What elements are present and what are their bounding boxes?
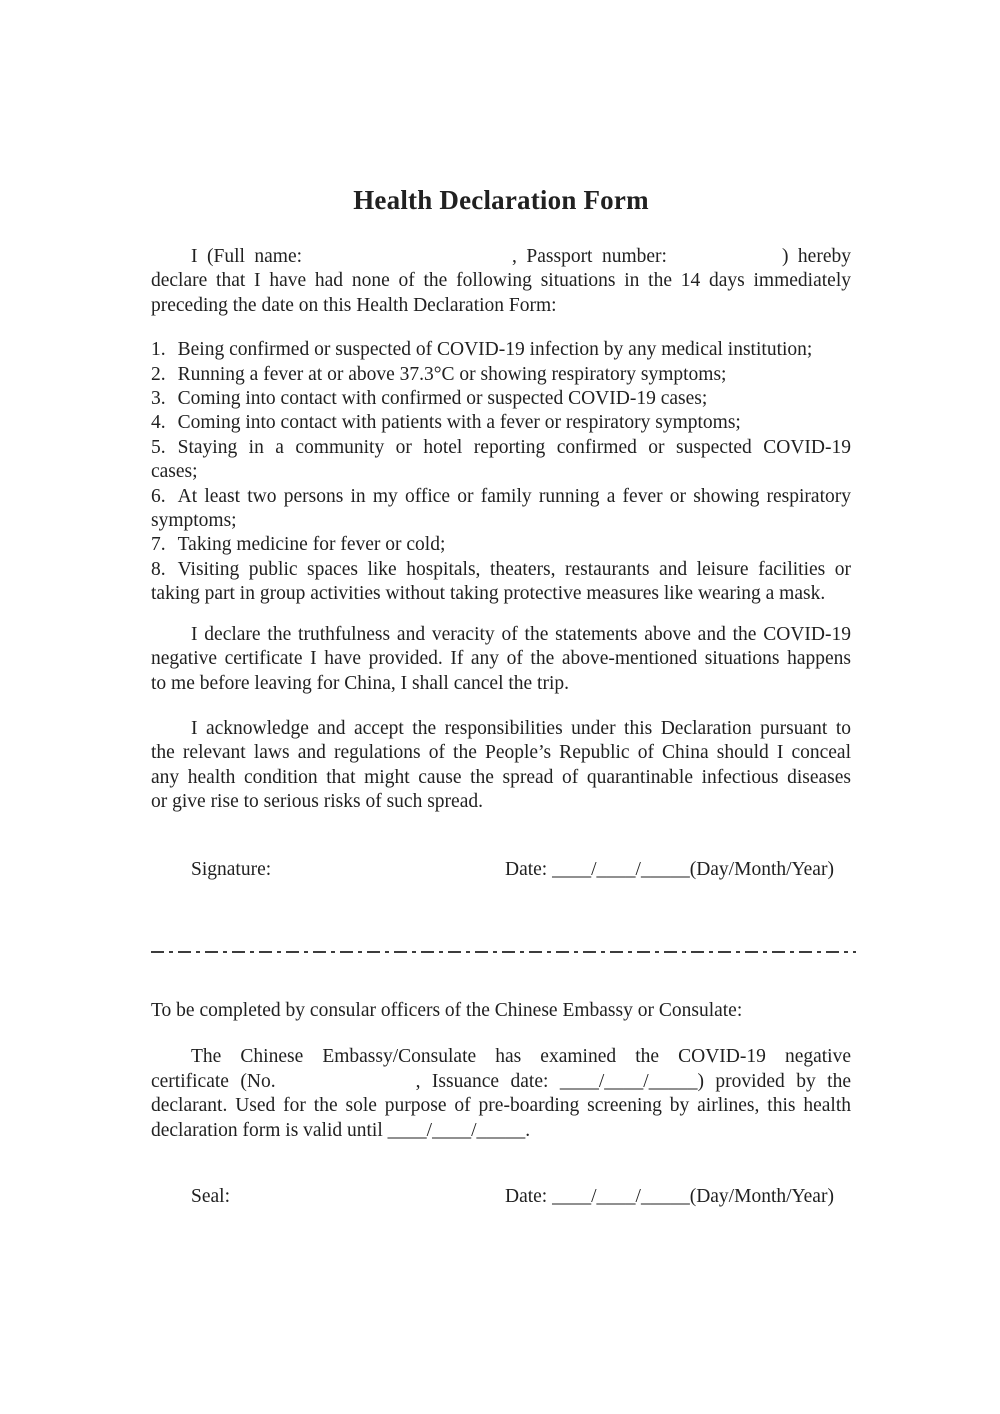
declaration-paragraph-1: I declare the truthfulness and veracity of the statements above and the COVID-19 negative certificate I have provided. If any of the above-mentioned situations happens to me before leaving for China, I shall cancel the trip.: [151, 623, 851, 694]
list-item: [151, 411, 851, 435]
consular-line-3: declarant. Used for the sole purpose of pre-boarding screening by airlines, this health: [151, 1095, 851, 1117]
item-number: 6.: [151, 485, 166, 507]
signature-row: [151, 858, 851, 882]
list-item: [151, 436, 851, 485]
date-format-hint: (Day/Month/Year): [689, 1185, 834, 1207]
consular-section-heading: To be completed by consular officers of the Chinese Embassy or Consulate:: [151, 999, 743, 1021]
item-text: Staying in a community or hotel reporting confirmed or suspected COVID-19: [177, 436, 851, 458]
intro-fullname-label: I (Full name:: [191, 246, 303, 267]
item-text: Taking medicine for fever or cold;: [177, 534, 446, 556]
intro-line-1: [151, 245, 851, 269]
issuance-date-blank[interactable]: ____/____/_____: [559, 1070, 698, 1092]
list-item: [151, 387, 851, 411]
signature-date-blank[interactable]: ____/____/_____: [552, 858, 690, 880]
item-number: 5.: [151, 436, 166, 458]
intro-paragraph: [151, 245, 851, 318]
list-item: [151, 338, 851, 362]
consular-line-2: [151, 1070, 851, 1094]
seal-row: [151, 1185, 851, 1209]
item-text: Running a fever at or above 37.3°C or showing respiratory symptoms;: [177, 363, 727, 385]
valid-until-label: declaration form is valid until: [151, 1119, 383, 1141]
signature-date-group: [505, 858, 834, 882]
item-text: Coming into contact with confirmed or suspected COVID-19 cases;: [177, 388, 708, 410]
intro-line-3: preceding the date on this Health Declaration Form:: [151, 294, 557, 316]
item-number: 8.: [151, 558, 166, 580]
date-label: Date:: [505, 858, 548, 880]
item-number: 4.: [151, 412, 166, 434]
form-title: Health Declaration Form: [353, 185, 649, 215]
certificate-no-label: certificate (No.: [151, 1070, 276, 1092]
item-text-continued: symptoms;: [151, 510, 237, 532]
situations-list: [151, 338, 851, 606]
signature-label: Signature:: [191, 858, 272, 880]
seal-date-group: [505, 1185, 834, 1209]
item-text: Visiting public spaces like hospitals, theaters, restaurants and leisure facilities or: [177, 558, 851, 580]
intro-passport-label: , Passport number:: [512, 246, 667, 267]
seal-date-blank[interactable]: ____/____/_____: [552, 1185, 690, 1207]
item-number: 2.: [151, 363, 166, 385]
section-divider: [151, 951, 856, 953]
item-text: At least two persons in my office or family running a fever or showing respiratory: [177, 485, 851, 507]
intro-hereby-text: ) hereby: [781, 246, 851, 267]
date-label: Date:: [505, 1185, 548, 1207]
date-format-hint: (Day/Month/Year): [689, 858, 834, 880]
item-text: Coming into contact with patients with a fever or respiratory symptoms;: [177, 412, 741, 434]
valid-until-blank[interactable]: ____/____/_____: [387, 1119, 526, 1141]
item-number: 1.: [151, 339, 166, 361]
seal-label: Seal:: [191, 1185, 230, 1207]
list-item: [151, 485, 851, 534]
item-number: 3.: [151, 388, 166, 410]
item-text: Being confirmed or suspected of COVID-19 infection by any medical institution;: [177, 339, 813, 361]
consular-paragraph: [151, 1045, 851, 1143]
issuance-date-label: , Issuance date:: [415, 1070, 549, 1092]
list-item: [151, 533, 851, 557]
item-text-continued: cases;: [151, 461, 198, 483]
consular-line-4: [151, 1119, 851, 1143]
list-item: [151, 363, 851, 387]
period-text: .: [525, 1119, 531, 1141]
consular-line-1: The Chinese Embassy/Consulate has examined the COVID-19 negative: [191, 1046, 851, 1068]
list-item: [151, 558, 851, 607]
item-text-continued: taking part in group activities without taking protective measures like wearing a mask.: [151, 583, 826, 605]
provided-by-text: ) provided by the: [697, 1070, 851, 1092]
intro-line-2: declare that I have had none of the following situations in the 14 days immediately: [151, 270, 851, 292]
declaration-paragraph-2: I acknowledge and accept the responsibilities under this Declaration pursuant to the relevant laws and regulations of the People’s Republic of China should I conceal any health condition that might cause the spread of quarantinable infectious diseases or give rise to serious risks of such spread.: [151, 717, 851, 813]
item-number: 7.: [151, 534, 166, 556]
